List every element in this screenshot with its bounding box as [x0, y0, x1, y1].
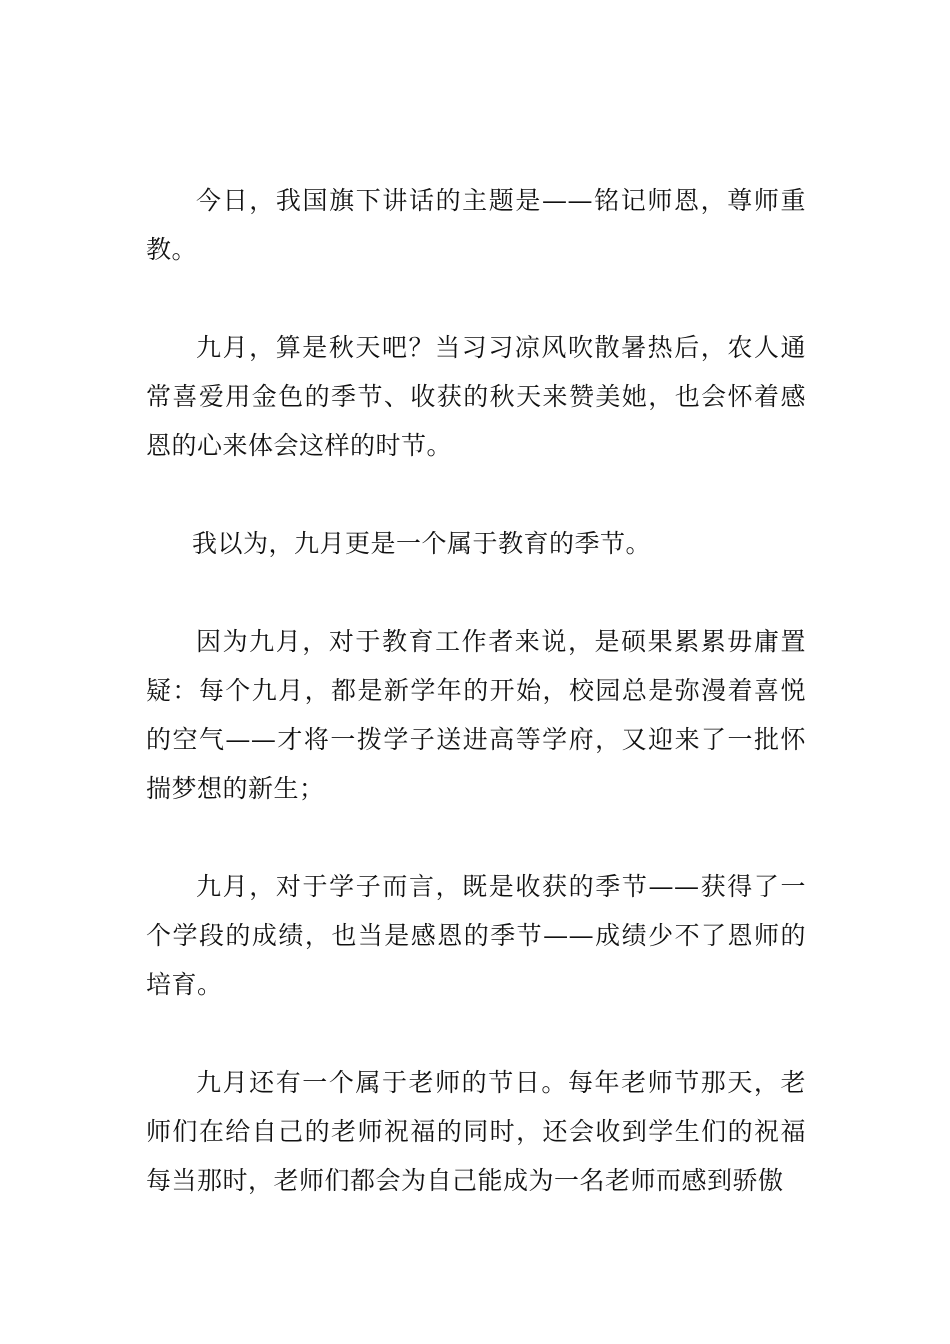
paragraph-education-season: 我以为，九月更是一个属于教育的季节。 [192, 529, 652, 558]
paragraph-educators: 因为九月，对于教育工作者来说，是硕果累累毋庸置疑：每个九月，都是新学年的开始，校园总是弥漫着喜悦的空气——才将一拨学子送进高等学府，又迎来了一批怀揣梦想的新生； [146, 627, 806, 803]
document-body [146, 176, 806, 1254]
paragraph-teachers-day: 九月还有一个属于老师的节日。每年老师节那天，老师们在给自己的老师祝福的同时，还会收到学生们的祝福每当那时，老师们都会为自己能成为一名老师而感到骄傲 [146, 1068, 806, 1195]
paragraph-students: 九月，对于学子而言，既是收获的季节——获得了一个学段的成绩，也当是感恩的季节——成绩少不了恩师的培育。 [146, 872, 806, 999]
paragraph-theme: 今日，我国旗下讲话的主题是——铭记师恩，尊师重教。 [146, 186, 806, 264]
paragraph-september-autumn: 九月，算是秋天吧？当习习凉风吹散暑热后，农人通常喜爱用金色的季节、收获的秋天来赞美她，也会怀着感恩的心来体会这样的时节。 [146, 333, 806, 460]
